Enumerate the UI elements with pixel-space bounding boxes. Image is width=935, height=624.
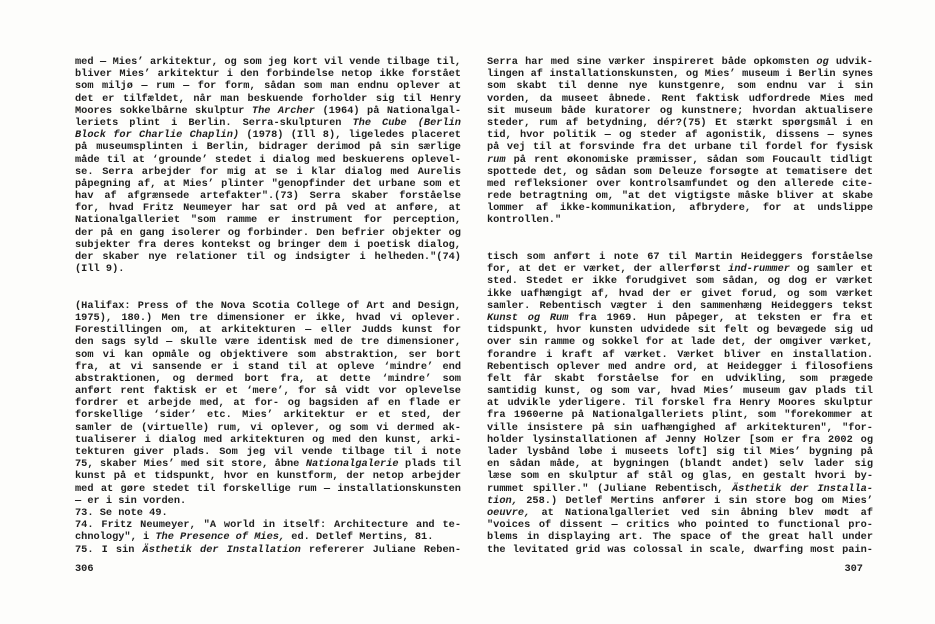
text-line: vorden, da museet åbnede. Rent faktisk udfordrede Mies med — [487, 92, 873, 105]
text-line: felt får skabt forståelse for en udvikling, som prægede — [487, 372, 873, 385]
text-line: the levitated grid was colossal in scale, dwarfing most pain- — [487, 543, 873, 556]
text-line: kontrollen." — [487, 214, 562, 227]
text-line: rummet spiller." (Juliane Rebentisch, Ästhetik der Installa- — [487, 482, 873, 495]
page-306-text-column — [75, 56, 461, 580]
paragraph — [487, 251, 873, 556]
text-line: sted. Stedet er ikke forudgivet som sådan, og dog er værket — [487, 275, 873, 288]
text-line: forskellige ‘sider’ etc. Mies’ arkitektur er et sted, der — [75, 409, 461, 422]
text-line: med — Mies’ arkitektur, og som jeg kort vil vende tilbage til, — [75, 56, 461, 68]
text-line: — er i sin vorden. — [75, 494, 187, 507]
page-number-307: 307 — [844, 563, 863, 575]
text-line: Serra har med sine værker inspireret både opkomsten og udvik- — [487, 56, 873, 68]
text-line: ikke uafhængigt af, hvad der er givet forud, og som værket — [487, 287, 873, 300]
text-line: tualiserer i dialog med arkitekturen og med den kunst, arki- — [75, 433, 461, 446]
text-line: anført rent faktisk er et ‘mere’, for så vidt vor oplevelse — [75, 385, 461, 398]
text-line: bliver Mies’ arkitektur i den forbindelse netop ikke forstået — [75, 68, 461, 81]
text-line: tion, 258.) Detlef Mertins anfører i sin store bog om Mies’ — [487, 494, 873, 507]
text-line: der på en gang isolerer og forbinder. Den befrier objekter og — [75, 226, 461, 239]
text-line: chnology", i The Presence of Mies, ed. Detlef Mertins, 81. — [75, 531, 434, 544]
text-line: subjekter fra deres kontekst og bringer dem i poetisk dialog, — [75, 238, 461, 251]
text-line: tid, hvor politik — og steder af agonistik, dissens — synes — [487, 129, 873, 142]
text-line: spottede det, og sådan som Deleuze forsøgte at tematisere det — [487, 165, 873, 178]
text-line: tisch som anført i note 67 til Martin Heideggers forståelse — [487, 251, 873, 264]
text-line: ville insistere på sin uafhængighed af arkitekturen", "for- — [487, 421, 873, 434]
text-line: fordrer et arbejde med, at for- og bagsiden af en flade er — [75, 397, 461, 410]
text-line: på museumsplinten i Berlin, bidrager derimod på sin særlige — [75, 141, 461, 154]
text-line: tidspunkt, hvor kunsten udvidede sit felt og bevægede sig ud — [487, 324, 873, 337]
text-line: rede betragtning om, "at det vigtigste måske bliver at skabe — [487, 190, 873, 203]
text-line: måde til at ‘grounde’ stedet i dialog med beskuerens oplevel- — [75, 153, 461, 166]
text-line: sit museum både kuratorer og kunstnere; hvordan aktualisere — [487, 104, 873, 117]
text-line: den sags syld — skulle være identisk med de tre dimensioner, — [75, 336, 461, 349]
text-line: som vi kan opmåle og objektivere som abstraktion, ser bort — [75, 348, 461, 361]
text-line: for, at det er værket, der allerførst ind-rummer og samler et — [487, 263, 873, 276]
text-line: samtidig kunst, og som var, hvad Mies’ museum gav plads til — [487, 385, 873, 398]
text-line: som miljø — rum — for form, sådan som man endnu oplever at — [75, 80, 461, 93]
text-line: samler de (virtuelle) rum, vi oplever, og som vi dermed ak- — [75, 421, 461, 434]
text-line: Moores sokkelbårne skulptur The Archer (1964) på Nationalgal- — [75, 104, 461, 117]
text-line: fra 1960erne på Nationalgalleriets plint, som "forekommer at — [487, 409, 873, 422]
text-line: holder lysinstallationen af Jenny Holzer [som er fra 2002 og — [487, 433, 873, 446]
text-line: at udvikle yderligere. Til forskel fra Henry Moores skulptur — [487, 397, 873, 410]
text-line: Forestillingen om, at arkitekturen — eller Judds kunst for — [75, 324, 461, 337]
text-line: som skabt til denne nye kunstgenre, som endnu var i sin — [487, 80, 873, 93]
paragraph — [75, 300, 461, 556]
text-line: 73. Se note 49. — [75, 506, 168, 519]
text-line: (Ill 9). — [75, 263, 125, 276]
text-line: tekturen giver plads. Som jeg vil vende tilbage til i note — [75, 446, 461, 459]
text-line: på vej til at forsvinde fra det urbane til fordel for fysisk — [487, 141, 873, 154]
text-line: se. Serra arbejder for mig at se i klar dialog med Aurelis — [75, 165, 461, 178]
text-line: hav af afgrænsede artefakter".(73) Serra skaber forståelse — [75, 190, 461, 203]
text-line: kunst på et tidspunkt, hvor en kunstform, der netop arbejder — [75, 470, 461, 483]
text-line: med at gøre stedet til forskellige rum — installationskunsten — [75, 482, 461, 495]
text-line: lingen af installationskunsten, og Mies’ museum i Berlin synes — [487, 68, 873, 81]
text-line: lader lysbånd løbe i museets loft] sig til Mies’ bygning på — [487, 446, 873, 459]
text-line: læse som en skulptur af stål og glas, en gestalt hvori by- — [487, 470, 873, 483]
text-line: 75. I sin Ästhetik der Installation refererer Juliane Reben- — [75, 543, 462, 556]
text-line: Kunst og Rum fra 1969. Hun påpeger, at teksten er fra et — [487, 311, 873, 324]
text-line: det er tilfældet, når man beskuende forholder sig til Henry — [75, 92, 461, 105]
text-line: steder, rum af betydning, dér?(75) Et stærkt spørgsmål i en — [487, 116, 873, 129]
text-line: Nationalgalleriet "som ramme er instrument for perception, — [75, 214, 461, 227]
page-307-text-column — [487, 56, 873, 580]
text-line: 1975), 180.) Men tre dimensioner er ikke, hvad vi oplever. — [75, 311, 461, 324]
paragraph — [487, 56, 873, 227]
text-line: med refleksioner over kontrolsamfundet og den allerede cite- — [487, 177, 873, 190]
page-number-306: 306 — [75, 563, 94, 575]
text-line: 75, skaber Mies’ med sit store, åbne Nationalgalerie plads til — [75, 458, 461, 471]
text-line: 74. Fritz Neumeyer, "A world in itself: Architecture and te- — [75, 519, 461, 532]
text-line: for, hvad Fritz Neumeyer har sat ord på ved at anføre, at — [75, 202, 461, 215]
text-line: lommer af ikke-kommunikation, afbrydere, for at undslippe — [487, 202, 873, 215]
text-line: oeuvre, at Nationalgalleriet ved sin åbning blev mødt af — [487, 506, 873, 519]
text-line: leriets plint i Berlin. Serra-skulpturen The Cube (Berlin — [75, 116, 461, 129]
text-line: abstraktionen, og dermed bort fra, at dette ‘mindre’ som — [75, 372, 461, 385]
text-line: fra, at vi sansende er i stand til at opleve ‘mindre’ end — [75, 360, 461, 373]
text-line: en sådan måde, at bygningen (blandt andet) selv lader sig — [487, 458, 873, 471]
text-line: forandre i kraft af værket. Værket bliver en installation. — [487, 348, 873, 361]
text-line: over sin ramme og sokkel for at lade det, der omgiver værket, — [487, 336, 873, 349]
text-line: blems in displaying art. The space of the great hall under — [487, 531, 873, 544]
text-line: (Halifax: Press of the Nova Scotia College of Art and Design, — [75, 299, 461, 312]
text-line: Rebentisch oplever med andre ord, at Heidegger i filosofiens — [487, 360, 873, 373]
text-line: rum på rent økonomiske præmisser, sådan som Foucault tidligt — [487, 153, 873, 166]
text-line: "voices of dissent — critics who pointed to functional pro- — [487, 519, 873, 532]
paragraph — [75, 56, 461, 275]
text-line: påpegning af, at Mies’ plinter "genopfinder det urbane som et — [75, 177, 461, 190]
text-line: Block for Charlie Chaplin) (1978) (Ill 8), ligeledes placeret — [75, 129, 461, 142]
text-line: der skaber nye relationer til og indsigter i helheden."(74) — [75, 251, 461, 263]
text-line: samler. Rebentisch vægter i den sammenhæng Heideggers tekst — [487, 299, 873, 312]
